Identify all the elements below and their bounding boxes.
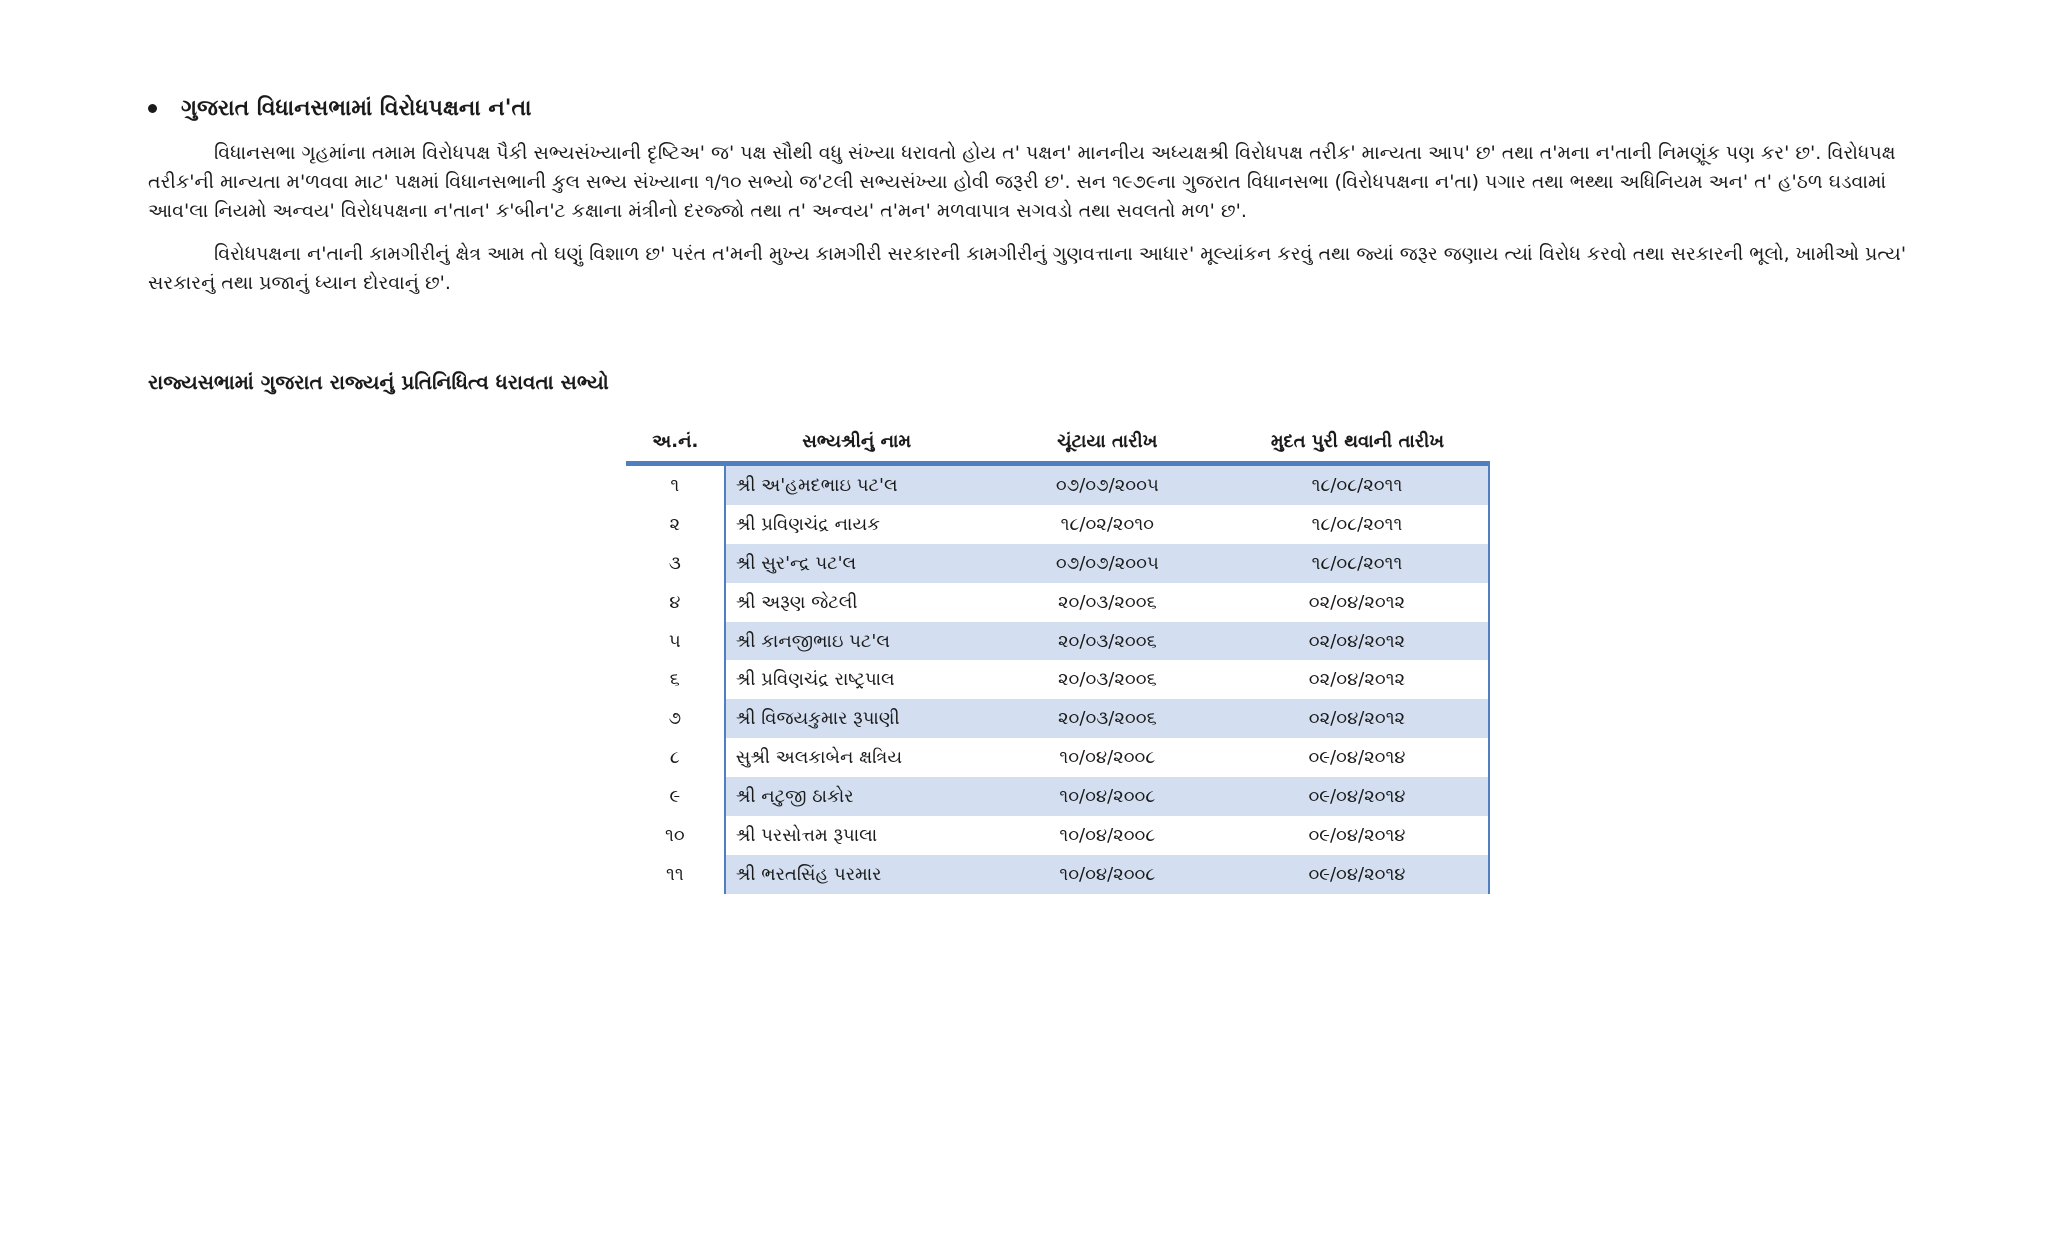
column-header-name: સભ્યશ્રીનું નામ (725, 421, 989, 464)
elected-date-cell: ૧૦/૦૪/૨૦૦૮ (989, 777, 1226, 816)
serial-cell: ૬ (626, 660, 725, 699)
table-row (626, 777, 1489, 816)
section-heading-text: ગુજરાત વિધાનસભામાં વિરોધપક્ષના ન'તા (181, 96, 532, 121)
member-name-cell: શ્રી અ'હમદભાઇ પટ'લ (725, 464, 989, 505)
elected-date-cell: ૨૦/૦૩/૨૦૦૬ (989, 622, 1226, 661)
term-end-date-cell: ૧૮/૦૮/૨૦૧૧ (1226, 544, 1489, 583)
elected-date-cell: ૨૦/૦૩/૨૦૦૬ (1057, 591, 1157, 613)
members-table-body (626, 464, 1489, 894)
member-name-cell: શ્રી સુર'ન્દ્ર પટ'લ (725, 544, 989, 583)
table-row (626, 660, 1489, 699)
member-name-cell: શ્રી ભરતસિંહ પરમાર (725, 855, 989, 894)
table-row (626, 544, 1489, 583)
member-name-cell: સુશ્રી અલકાબેન ક્ષત્રિય (735, 747, 903, 769)
term-end-date-cell: ૦૨/૦૪/૨૦૧૨ (1226, 660, 1489, 699)
member-name-cell: શ્રી અરૂણ જેટલી (735, 591, 858, 613)
member-name-cell: શ્રી પ્રવિણચંદ્ર નાયક (735, 513, 880, 535)
table-row (626, 505, 1489, 544)
table-row (626, 464, 1489, 505)
member-name-cell: શ્રી પરસોત્તમ રૂપાલા (735, 824, 878, 846)
elected-date-cell: ૦૭/૦૭/૨૦૦૫ (989, 464, 1226, 505)
table-row (626, 855, 1489, 894)
elected-date-cell: ૨૦/૦૩/૨૦૦૬ (1057, 669, 1157, 691)
term-end-date-cell: ૦૯/૦૪/૨૦૧૪ (1226, 816, 1489, 855)
serial-cell: ૧૧ (626, 855, 725, 894)
bullet-icon (148, 104, 157, 113)
serial-cell: ૪ (626, 583, 725, 622)
members-table (626, 421, 1490, 894)
elected-date-cell: ૧૮/૦૨/૨૦૧૦ (1060, 513, 1154, 535)
serial-cell: ૯ (626, 777, 725, 816)
term-end-date-cell: ૦૯/૦૪/૨૦૧૪ (1226, 855, 1489, 894)
member-name-cell: શ્રી નટુજી ઠાકોર (725, 777, 989, 816)
rajyasabha-heading: રાજ્યસભામાં ગુજરાત રાજ્યનું પ્રતિનિધિત્વ ધરાવતા સભ્યો (148, 370, 609, 394)
member-name-cell: શ્રી વિજયકુમાર રૂપાણી (725, 699, 989, 738)
paragraph-role: વિરોધપક્ષના ન'તાની કામગીરીનું ક્ષેત્ર આમ તો ઘણું વિશાળ છ' પરંત ત'મની મુખ્ય કામગીરી સરકારની કામગીરીનું ગુણવત્તાના આધાર' મૂલ્યાંકન કરવું તથા જ્યાં જરૂર જણાય ત્યાં વિરોધ કરવો તથા સરકારની ભૂલો, ખામીઓ પ્રત્ય' સરકારનું તથા પ્રજાનું ધ્યાન દોરવાનું છ'. (148, 243, 1907, 294)
column-header-elected-date: ચૂંટાયા તારીખ (989, 421, 1226, 464)
paragraph-recognition: વિધાનસભા ગૃહમાંના તમામ વિરોધપક્ષ પૈકી સભ્યસંખ્યાની દૃષ્ટિઅ' જ' પક્ષ સૌથી વધુ સંખ્યા ધરાવતો હોય ત' પક્ષન' માનનીય અધ્યક્ષશ્રી વિરોધપક્ષ તરીક' માન્યતા આપ' છ' તથા ત'મના ન'તાની નિમણૂંક પણ કર' છ'. વિરોધપક્ષ તરીક'ની માન્યતા મ'ળવવા માટ' પક્ષમાં વિધાનસભાની કુલ સભ્ય સંખ્યાના ૧/૧૦ સભ્યો જ'ટલી સભ્યસંખ્યા હોવી જરૂરી છ'. સન ૧૯૭૯ના ગુજરાત વિધાનસભા (વિરોધપક્ષના ન'તા) પગાર તથા ભથ્થા અધિનિયમ અન' ત' હ'ઠળ ઘડવામાં આવ'લા નિયમો અન્વય' વિરોધપક્ષના ન'તાન' ક'બીન'ટ કક્ષાના મંત્રીનો દરજ્જો તથા ત' અન્વય' ત'મન' મળવાપાત્ર સગવડો તથા સવલતો મળ' છ'. (148, 142, 1896, 222)
column-header-serial: અ.નં. (626, 421, 725, 464)
table-row (626, 622, 1489, 661)
serial-cell: ૧ (626, 464, 725, 505)
term-end-date-cell: ૦૨/૦૪/૨૦૧૨ (1226, 583, 1489, 622)
serial-cell: ૨ (626, 505, 725, 544)
elected-date-cell: ૧૦/૦૪/૨૦૦૮ (989, 855, 1226, 894)
term-end-date-cell: ૦૨/૦૪/૨૦૧૨ (1226, 699, 1489, 738)
serial-cell: ૮ (626, 738, 725, 777)
elected-date-cell: ૧૦/૦૪/૨૦૦૮ (1059, 824, 1156, 846)
column-header-term-end-date: મુદત પુરી થવાની તારીખ (1226, 421, 1489, 464)
term-end-date-cell: ૦૨/૦૪/૨૦૧૨ (1226, 622, 1489, 661)
serial-cell: ૧૦ (626, 816, 725, 855)
term-end-date-cell: ૦૯/૦૪/૨૦૧૪ (1226, 777, 1489, 816)
member-name-cell: શ્રી કાનજીભાઇ પટ'લ (725, 622, 989, 661)
table-row (626, 699, 1489, 738)
serial-cell: ૭ (626, 699, 725, 738)
table-row (626, 583, 1489, 622)
term-end-date-cell: ૧૮/૦૮/૨૦૧૧ (1226, 464, 1489, 505)
elected-date-cell: ૧૦/૦૪/૨૦૦૮ (1059, 747, 1156, 769)
serial-cell: ૫ (626, 622, 725, 661)
table-header-row (626, 421, 1489, 464)
section-heading (148, 96, 531, 121)
term-end-date-cell: ૦૯/૦૪/૨૦૧૪ (1226, 738, 1489, 777)
table-row (626, 816, 1489, 855)
elected-date-cell: ૦૭/૦૭/૨૦૦૫ (989, 544, 1226, 583)
serial-cell: ૩ (626, 544, 725, 583)
member-name-cell: શ્રી પ્રવિણચંદ્ર રાષ્ટ્રપાલ (735, 669, 895, 691)
term-end-date-cell: ૧૮/૦૮/૨૦૧૧ (1226, 505, 1489, 544)
table-row (626, 738, 1489, 777)
elected-date-cell: ૨૦/૦૩/૨૦૦૬ (989, 699, 1226, 738)
